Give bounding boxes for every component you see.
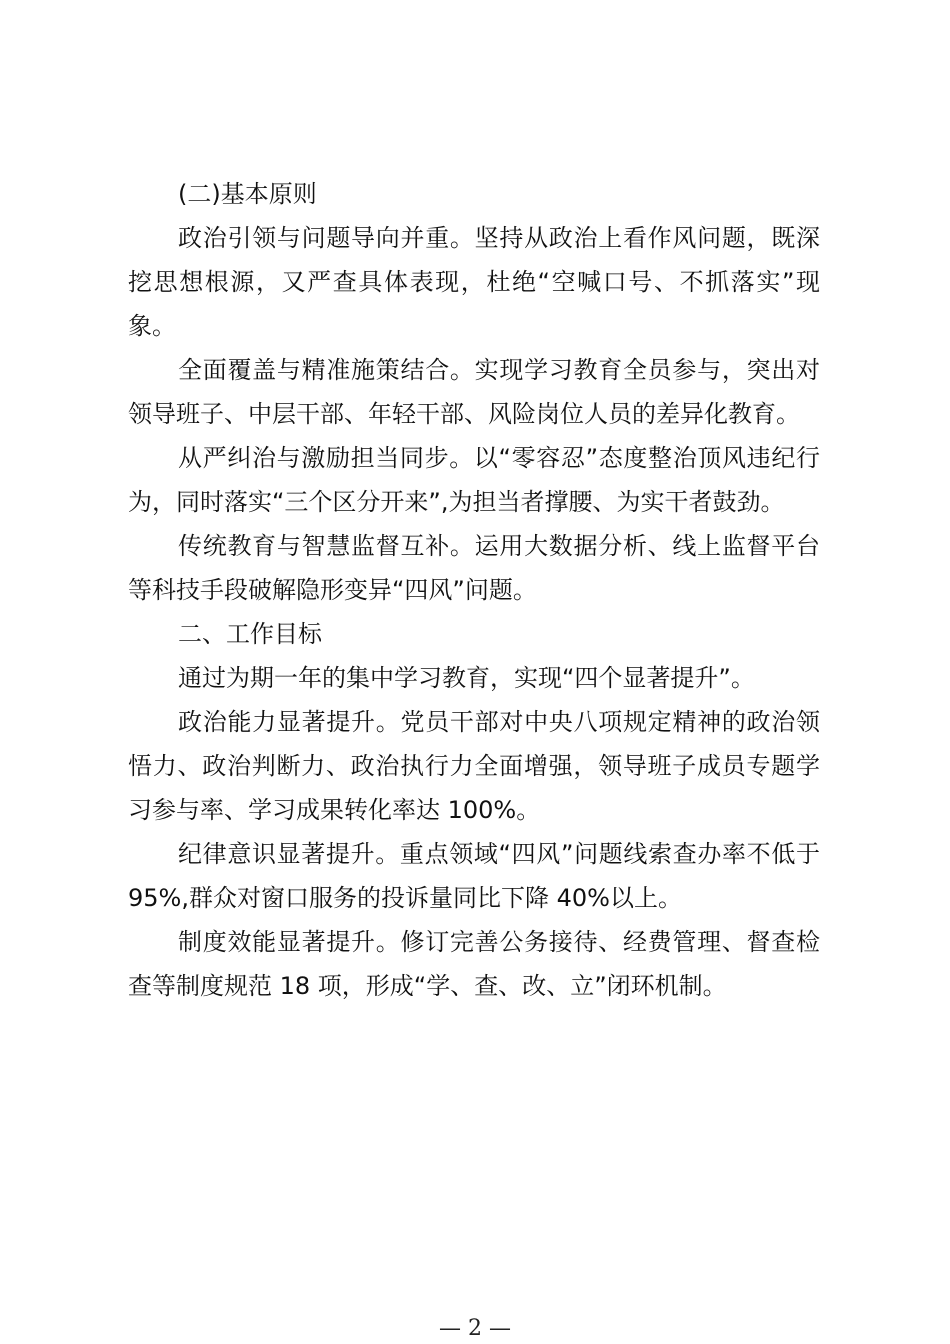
paragraph-principle-3: 从严纠治与激励担当同步。以“零容忍”态度整治顶风违纪行为，同时落实“三个区分开来”,为担当者撑腰、为实干者鼓劲。 <box>128 444 820 516</box>
document-body <box>128 172 820 1008</box>
paragraph-principle-1: 政治引领与问题导向并重。坚持从政治上看作风问题，既深挖思想根源，又严查具体表现，杜绝“空喊口号、不抓落实”现象。 <box>128 224 820 340</box>
page-number: — 2 — <box>439 1316 511 1341</box>
paragraph-principle-2: 全面覆盖与精准施策结合。实现学习教育全员参与，突出对领导班子、中层干部、年轻干部、风险岗位人员的差异化教育。 <box>128 356 820 428</box>
paragraph-goal-1: 政治能力显著提升。党员干部对中央八项规定精神的政治领悟力、政治判断力、政治执行力全面增强，领导班子成员专题学习参与率、学习成果转化率达 100%。 <box>128 708 820 824</box>
section-heading-principles: (二)基本原则 <box>178 180 317 208</box>
paragraph-goal-2: 纪律意识显著提升。重点领域“四风”问题线索查办率不低于 95%,群众对窗口服务的投诉量同比下降 40%以上。 <box>128 840 820 912</box>
paragraph-goal-intro: 通过为期一年的集中学习教育，实现“四个显著提升”。 <box>178 664 755 692</box>
paragraph-principle-4: 传统教育与智慧监督互补。运用大数据分析、线上监督平台等科技手段破解隐形变异“四风”问题。 <box>128 532 820 604</box>
section-heading-goals: 二、工作目标 <box>178 620 322 648</box>
paragraph-goal-3: 制度效能显著提升。修订完善公务接待、经费管理、督查检查等制度规范 18 项，形成“学、查、改、立”闭环机制。 <box>128 928 820 1000</box>
